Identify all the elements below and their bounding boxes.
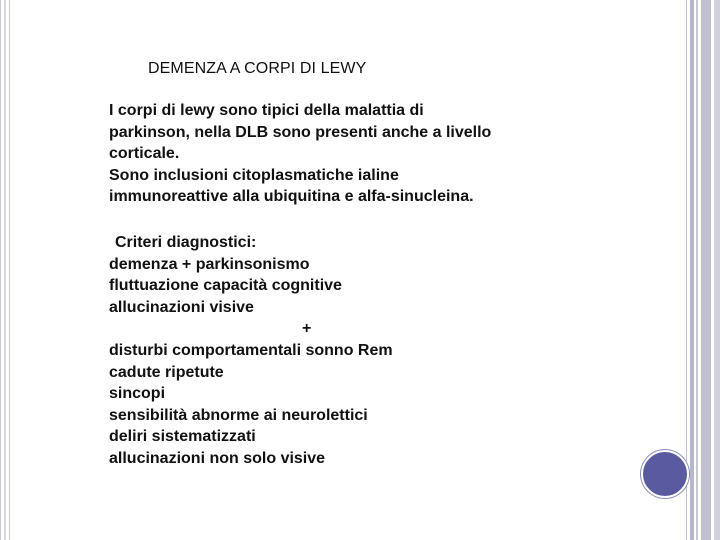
stripe	[714, 0, 720, 540]
criteria-item: sensibilità abnorme ai neurolettici	[109, 406, 368, 424]
stripe	[690, 0, 694, 540]
plus-separator: +	[302, 320, 312, 338]
criteria-item: deliri sistematizzati	[109, 428, 256, 446]
text-line: Sono inclusioni citoplasmatiche ialine	[109, 166, 399, 184]
criteria-heading: Criteri diagnostici:	[115, 234, 257, 251]
text-line: I corpi di lewy sono tipici della malattia di	[109, 102, 424, 119]
criteria-item: disturbi comportamentali sonno Rem	[109, 341, 393, 359]
criteria-item: allucinazioni non solo visive	[109, 449, 326, 467]
right-decorative-stripes	[686, 0, 720, 540]
criteria-item: fluttuazione capacità cognitive	[109, 277, 342, 295]
text-line: parkinson, nella DLB sono presenti anche a livello	[109, 123, 492, 141]
criteria-item: cadute ripetute	[109, 363, 224, 381]
stripe	[696, 0, 698, 540]
stripe	[701, 0, 711, 540]
slide-title: DEMENZA A CORPI DI LEWY	[148, 60, 367, 77]
intro-paragraph	[109, 100, 491, 208]
criteria-item: allucinazioni visive	[109, 298, 254, 316]
left-decorative-border	[0, 0, 10, 540]
stripe	[686, 0, 687, 540]
criteria-item: demenza + parkinsonismo	[109, 255, 310, 273]
decorative-circle	[641, 450, 689, 498]
criteria-item: sincopi	[109, 385, 166, 403]
text-line: corticale.	[109, 145, 180, 163]
diagnostic-criteria	[109, 232, 393, 470]
text-line: immunoreattive alla ubiquitina e alfa-sinucleina.	[109, 188, 474, 206]
